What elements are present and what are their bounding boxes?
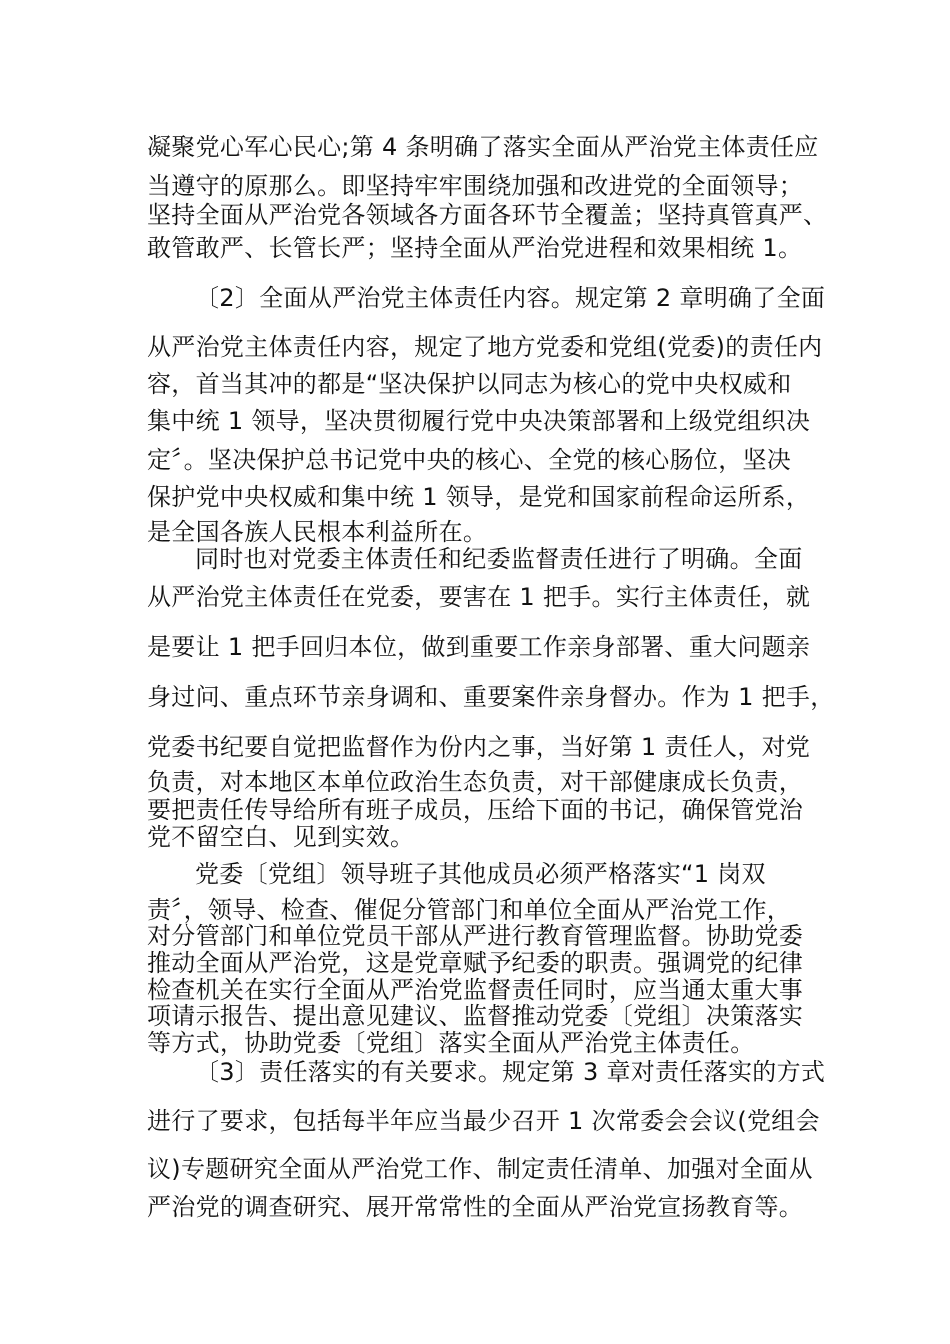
text-line: 身过问、重点环节亲身调和、重要案件亲身督办。作为 1 把手， bbox=[147, 683, 835, 711]
text-line: 同时也对党委主体责任和纪委监督责任进行了明确。全面 bbox=[195, 545, 803, 573]
text-line: 〔3〕责任落实的有关要求。规定第 3 章对责任落实的方式 bbox=[195, 1058, 826, 1086]
text-line: 凝聚党心军心民心;第 4 条明确了落实全面从严治党主体责任应 bbox=[147, 133, 819, 161]
text-line: 是全国各族人民根本利益所在。 bbox=[147, 518, 488, 546]
text-line: 党不留空白、见到实效。 bbox=[147, 823, 415, 851]
text-line: 集中统 1 领导，坚决贯彻履行党中央决策部署和上级党组织决 bbox=[147, 407, 811, 435]
text-line: 坚持全面从严治党各领域各方面各环节全覆盖；坚持真管真严、 bbox=[147, 201, 828, 229]
text-line: 进行了要求，包括每半年应当最少召开 1 次常委会会议(党组会 bbox=[147, 1107, 820, 1135]
text-line: 定〞。坚决保护总书记党中央的核心、全党的核心肠位，坚决 bbox=[147, 446, 792, 474]
text-line: 党委〔党组〕领导班子其他成员必须严格落实“1 岗双 bbox=[195, 860, 766, 888]
text-line: 项请示报告、提出意见建议、监督推动党委〔党组〕决策落实 bbox=[147, 1002, 804, 1030]
text-line: 保护党中央权威和集中统 1 领导，是党和国家前程命运所系， bbox=[147, 483, 811, 511]
text-line: 负责，对本地区本单位政治生态负责，对干部健康成长负责， bbox=[147, 768, 804, 796]
text-line: 〔2〕全面从严治党主体责任内容。规定第 2 章明确了全面 bbox=[195, 284, 826, 312]
text-line: 议)专题研究全面从严治党工作、制定责任清单、加强对全面从 bbox=[147, 1155, 813, 1183]
text-line: 对分管部门和单位党员干部从严进行教育管理监督。协助党委 bbox=[147, 922, 804, 950]
text-line: 是要让 1 把手回归本位，做到重要工作亲身部署、重大问题亲 bbox=[147, 633, 811, 661]
text-line: 严治党的调查研究、展开常常性的全面从严治党宣扬教育等。 bbox=[147, 1193, 804, 1221]
text-line: 责〞，领导、检查、催促分管部门和单位全面从严治党工作， bbox=[147, 896, 792, 924]
text-line: 从严治党主体责任在党委，要害在 1 把手。实行主体责任，就 bbox=[147, 583, 811, 611]
text-line: 容，首当其冲的都是“坚决保护以同志为核心的党中央权威和 bbox=[147, 370, 792, 398]
text-line: 检查机关在实行全面从严治党监督责任同时，应当通太重大事 bbox=[147, 976, 804, 1004]
text-line: 推动全面从严治党，这是党章赋予纪委的职责。强调党的纪律 bbox=[147, 949, 804, 977]
text-line: 等方式，协助党委〔党组〕落实全面从严治党主体责任。 bbox=[147, 1029, 755, 1057]
text-line: 从严治党主体责任内容，规定了地方党委和党组(党委)的责任内 bbox=[147, 333, 823, 361]
text-line: 当遵守的原那么。即坚持牢牢围绕加强和改进党的全面领导； bbox=[147, 172, 804, 200]
text-line: 党委书纪要自觉把监督作为份内之事，当好第 1 责任人，对党 bbox=[147, 733, 811, 761]
text-line: 敢管敢严、长管长严；坚持全面从严治党进程和效果相统 1。 bbox=[147, 234, 803, 262]
text-line: 要把责任传导给所有班子成员，压给下面的书记，确保管党治 bbox=[147, 796, 804, 824]
